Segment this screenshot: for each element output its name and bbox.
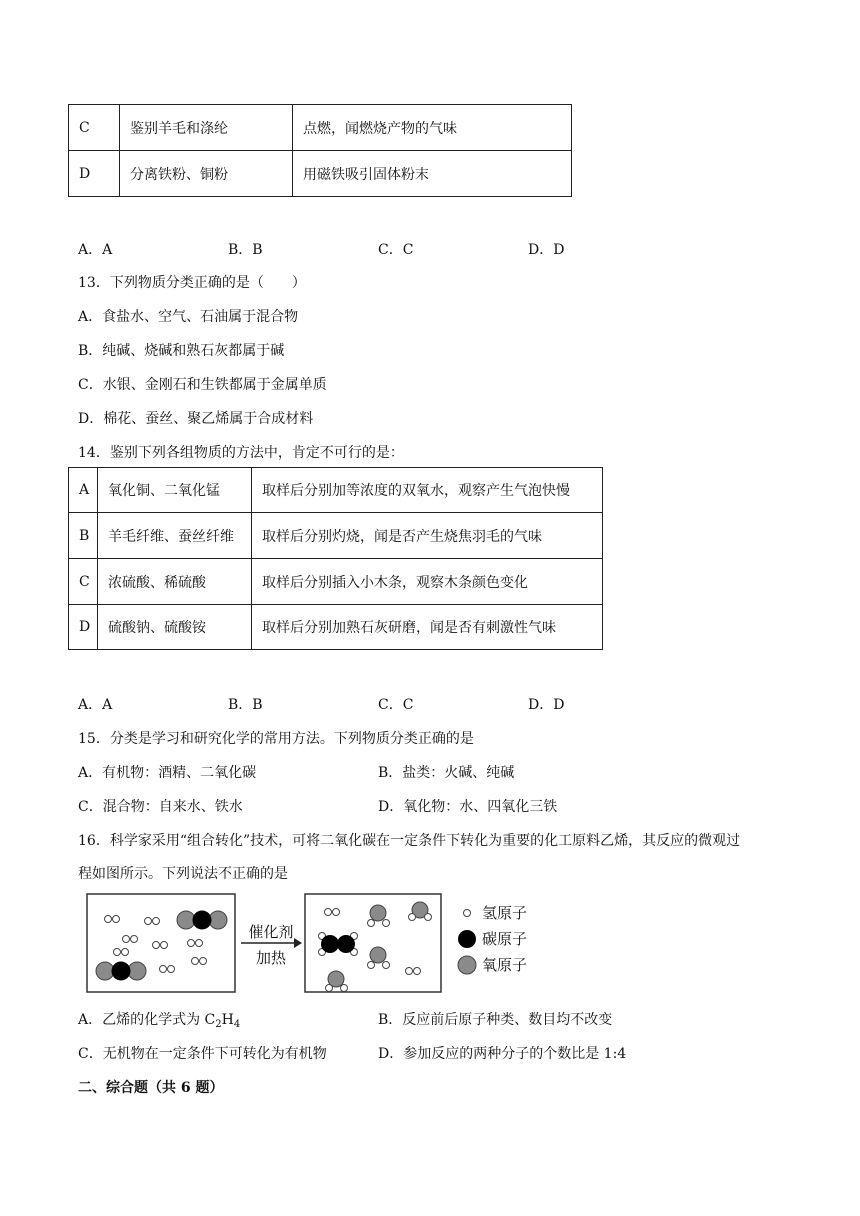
table-cell: 用磁铁吸引固体粉末 [293, 151, 572, 197]
co2-molecule-before-2 [96, 962, 146, 981]
q15-option-a[interactable]: A．有机物：酒精、二氧化碳 [78, 765, 257, 781]
arrow-head [294, 938, 302, 948]
q15-option-b[interactable]: B．盐类：火碱、纯碱 [378, 765, 515, 781]
table-cell: 分离铁粉、铜粉 [120, 151, 293, 197]
carbon-legend-icon [458, 930, 476, 948]
reaction-diagram [86, 893, 556, 997]
q16-option-a-sub2: 4 [233, 1019, 241, 1030]
q13-stem: 13．下列物质分类正确的是（ ） [78, 275, 306, 291]
q16-option-d[interactable]: D．参加反应的两种分子的个数比是 1:4 [378, 1046, 627, 1062]
option-b[interactable]: B．B [228, 697, 263, 713]
q14-stem: 14．鉴别下列各组物质的方法中，肯定不可行的是： [78, 445, 404, 461]
oxygen-legend-icon [458, 956, 476, 974]
q16-option-a[interactable] [78, 1009, 240, 1030]
table-cell: 浓硫酸、稀硫酸 [98, 559, 252, 605]
table-cell: D [69, 605, 98, 650]
co2-molecule-before-1 [177, 911, 227, 930]
table-cell: B [69, 513, 98, 559]
option-b[interactable]: B．B [228, 242, 263, 258]
arrow-label-top: 催化剂 [248, 923, 294, 941]
legend-carbon: 碳原子 [482, 930, 528, 948]
table-cell: D [69, 151, 120, 197]
option-c[interactable]: C．C [378, 697, 414, 713]
q16-stem-line2: 程如图所示。下列说法不正确的是 [78, 866, 288, 882]
table-cell: 取样后分别加等浓度的双氧水，观察产生气泡快慢 [252, 468, 603, 513]
table-cell: 取样后分别灼烧，闻是否产生烧焦羽毛的气味 [252, 513, 603, 559]
legend-oxygen: 氧原子 [482, 956, 528, 974]
q13-option-b[interactable]: B．纯碱、烧碱和熟石灰都属于碱 [78, 343, 285, 359]
q16-option-a-sub1: 2 [215, 1019, 222, 1030]
q14-table [68, 467, 603, 650]
table-cell: C [69, 559, 98, 605]
table-cell: 羊毛纤维、蚕丝纤维 [98, 513, 252, 559]
option-a[interactable]: A．A [78, 242, 113, 258]
table-cell: 点燃，闻燃烧产物的气味 [293, 105, 572, 151]
hydrogen-legend-icon [464, 910, 471, 917]
table-cell: A [69, 468, 98, 513]
table-cell: 取样后分别加熟石灰研磨，闻是否有刺激性气味 [252, 605, 603, 650]
table-cell: 氧化铜、二氧化锰 [98, 468, 252, 513]
option-a[interactable]: A．A [78, 697, 113, 713]
q15-option-c[interactable]: C．混合物：自来水、铁水 [78, 799, 243, 815]
section-heading: 二、综合题（共 6 题） [78, 1080, 224, 1096]
q16-option-c[interactable]: C．无机物在一定条件下可转化为有机物 [78, 1046, 327, 1062]
q12-table [68, 104, 572, 197]
table-cell: 取样后分别插入小木条，观察木条颜色变化 [252, 559, 603, 605]
table-cell: 硫酸钠、硫酸铵 [98, 605, 252, 650]
legend [458, 904, 527, 974]
q13-option-c[interactable]: C．水银、金刚石和生铁都属于金属单质 [78, 377, 327, 393]
q13-option-a[interactable]: A．食盐水、空气、石油属于混合物 [78, 309, 299, 325]
table-cell: 鉴别羊毛和涤纶 [120, 105, 293, 151]
q16-stem-line1: 16．科学家采用“组合转化”技术，可将二氧化碳在一定条件下转化为重要的化工原料乙烯，其反应的微观过 [78, 833, 741, 849]
q13-option-d[interactable]: D．棉花、蚕丝、聚乙烯属于合成材料 [78, 411, 314, 427]
q15-option-d[interactable]: D．氧化物：水、四氧化三铁 [378, 799, 558, 815]
q16-option-a-mid: H [221, 1012, 234, 1028]
option-c[interactable]: C．C [378, 242, 414, 258]
q15-stem: 15．分类是学习和研究化学的常用方法。下列物质分类正确的是 [78, 731, 474, 747]
option-d[interactable]: D．D [528, 242, 565, 258]
table-cell: C [69, 105, 120, 151]
legend-hydrogen: 氢原子 [482, 904, 528, 922]
q16-option-a-prefix: A．乙烯的化学式为 C [78, 1012, 216, 1028]
q16-option-b[interactable]: B．反应前后原子种类、数目均不改变 [378, 1012, 613, 1028]
option-d[interactable]: D．D [528, 697, 565, 713]
arrow-label-bottom: 加热 [255, 949, 287, 967]
